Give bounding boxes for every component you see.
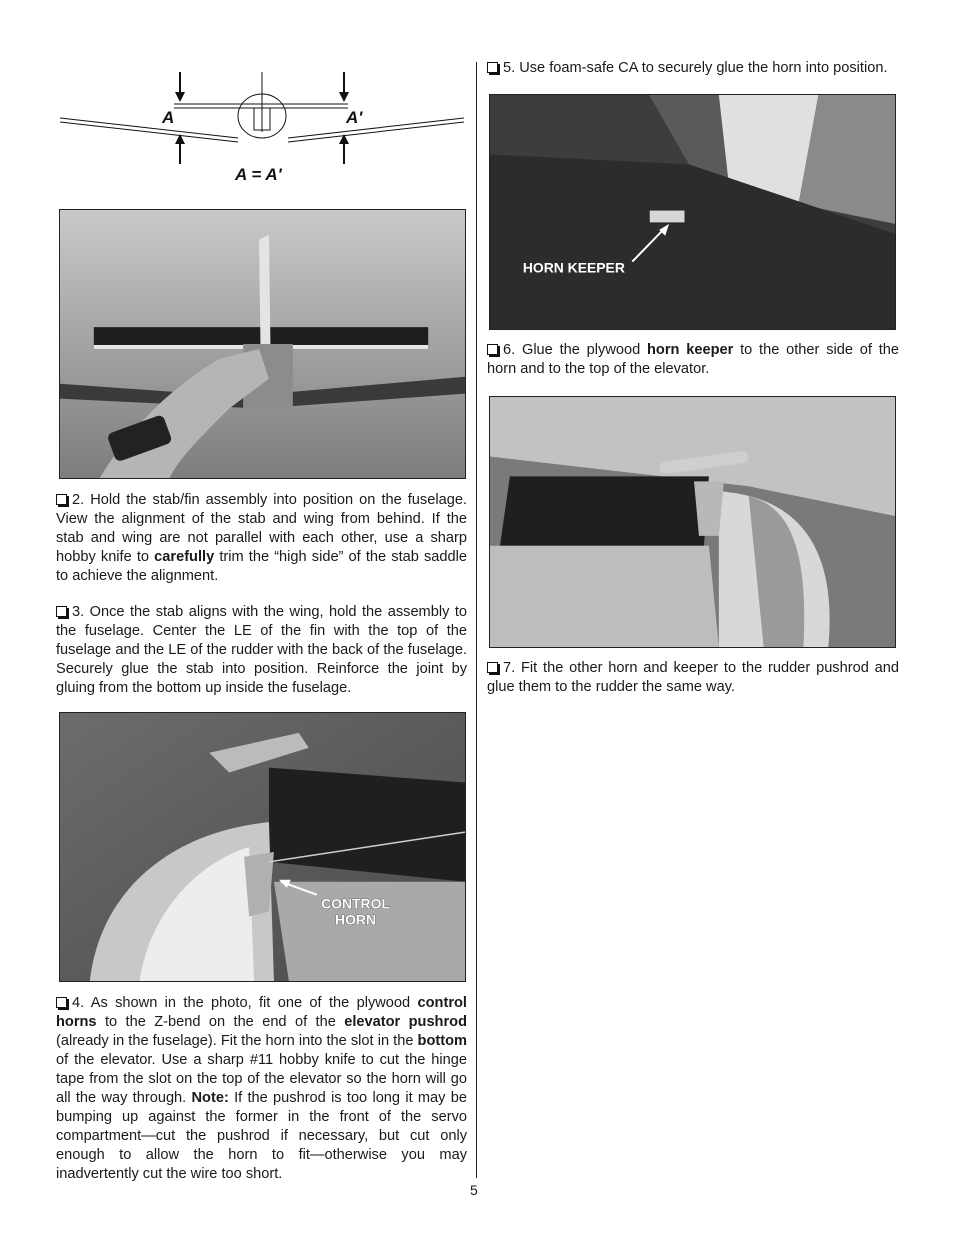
step-2-text: 2. Hold the stab/fin assembly into position on the fuselage. View the alignment of the stab and wing from behind. If the stab and wing are not parallel with each other, use a sharp hobby knife to carefully trim the “high side” of the stab saddle to achieve the alignment. [56, 492, 467, 584]
column-divider [476, 62, 477, 1178]
step-7-checkbox[interactable] [487, 662, 498, 673]
step-4-text: 4. As shown in the photo, fit one of the plywood control horns to the Z-bend on the end of the elevator pushrod (already in the fuselage). Fit the horn into the slot in the bottom of the elevator. Use a sharp #11 hobby knife to cut the hinge tape from the slot on the top of the elevator so the horn will go all the way through. Note: If the pushrod is too long it may be bumping up against the former in the front of the servo compartment—cut the pushrod if necessary, but cut only enough to allow the horn to fit—otherwise you may inadvertently cut the wire too short. [56, 995, 467, 1182]
step-6-text: 6. Glue the plywood horn keeper to the other side of the horn and to the top of the elevator. [487, 342, 900, 377]
control-horn-callout-line1: CONTROL [321, 895, 390, 912]
step-6-checkbox[interactable] [487, 344, 498, 355]
step-5-checkbox[interactable] [487, 62, 498, 73]
step-3-text: 3. Once the stab aligns with the wing, hold the assembly to the fuselage. Center the LE of the fin with the top of the fuselage and the LE of the rudder with the back of the fuselage. Securely glue the stab into position. Reinforce the joint by gluing from the bottom up inside the fuselage. [56, 604, 467, 696]
step-7-text: 7. Fit the other horn and keeper to the rudder pushrod and glue them to the rudder the same way. [487, 660, 899, 695]
photo-stab-fin-assembly [59, 209, 466, 479]
photo-control-horn [59, 712, 466, 982]
alignment-diagram [58, 66, 468, 196]
step-5-text: 5. Use foam-safe CA to securely glue the horn into position. [487, 59, 899, 78]
step-2-checkbox[interactable] [56, 494, 67, 505]
horn-keeper-callout: HORN KEEPER [522, 259, 625, 276]
label-a-prime: A' [346, 108, 363, 127]
step-4-checkbox[interactable] [56, 997, 67, 1008]
photo-rudder-horn [489, 396, 896, 648]
photo-horn-keeper [489, 94, 896, 330]
step-3-checkbox[interactable] [56, 606, 67, 617]
equation-label: A = A' [235, 165, 282, 184]
page-number: 5 [470, 1182, 478, 1198]
label-a: A [162, 108, 175, 127]
control-horn-callout-line2: HORN [335, 911, 377, 928]
